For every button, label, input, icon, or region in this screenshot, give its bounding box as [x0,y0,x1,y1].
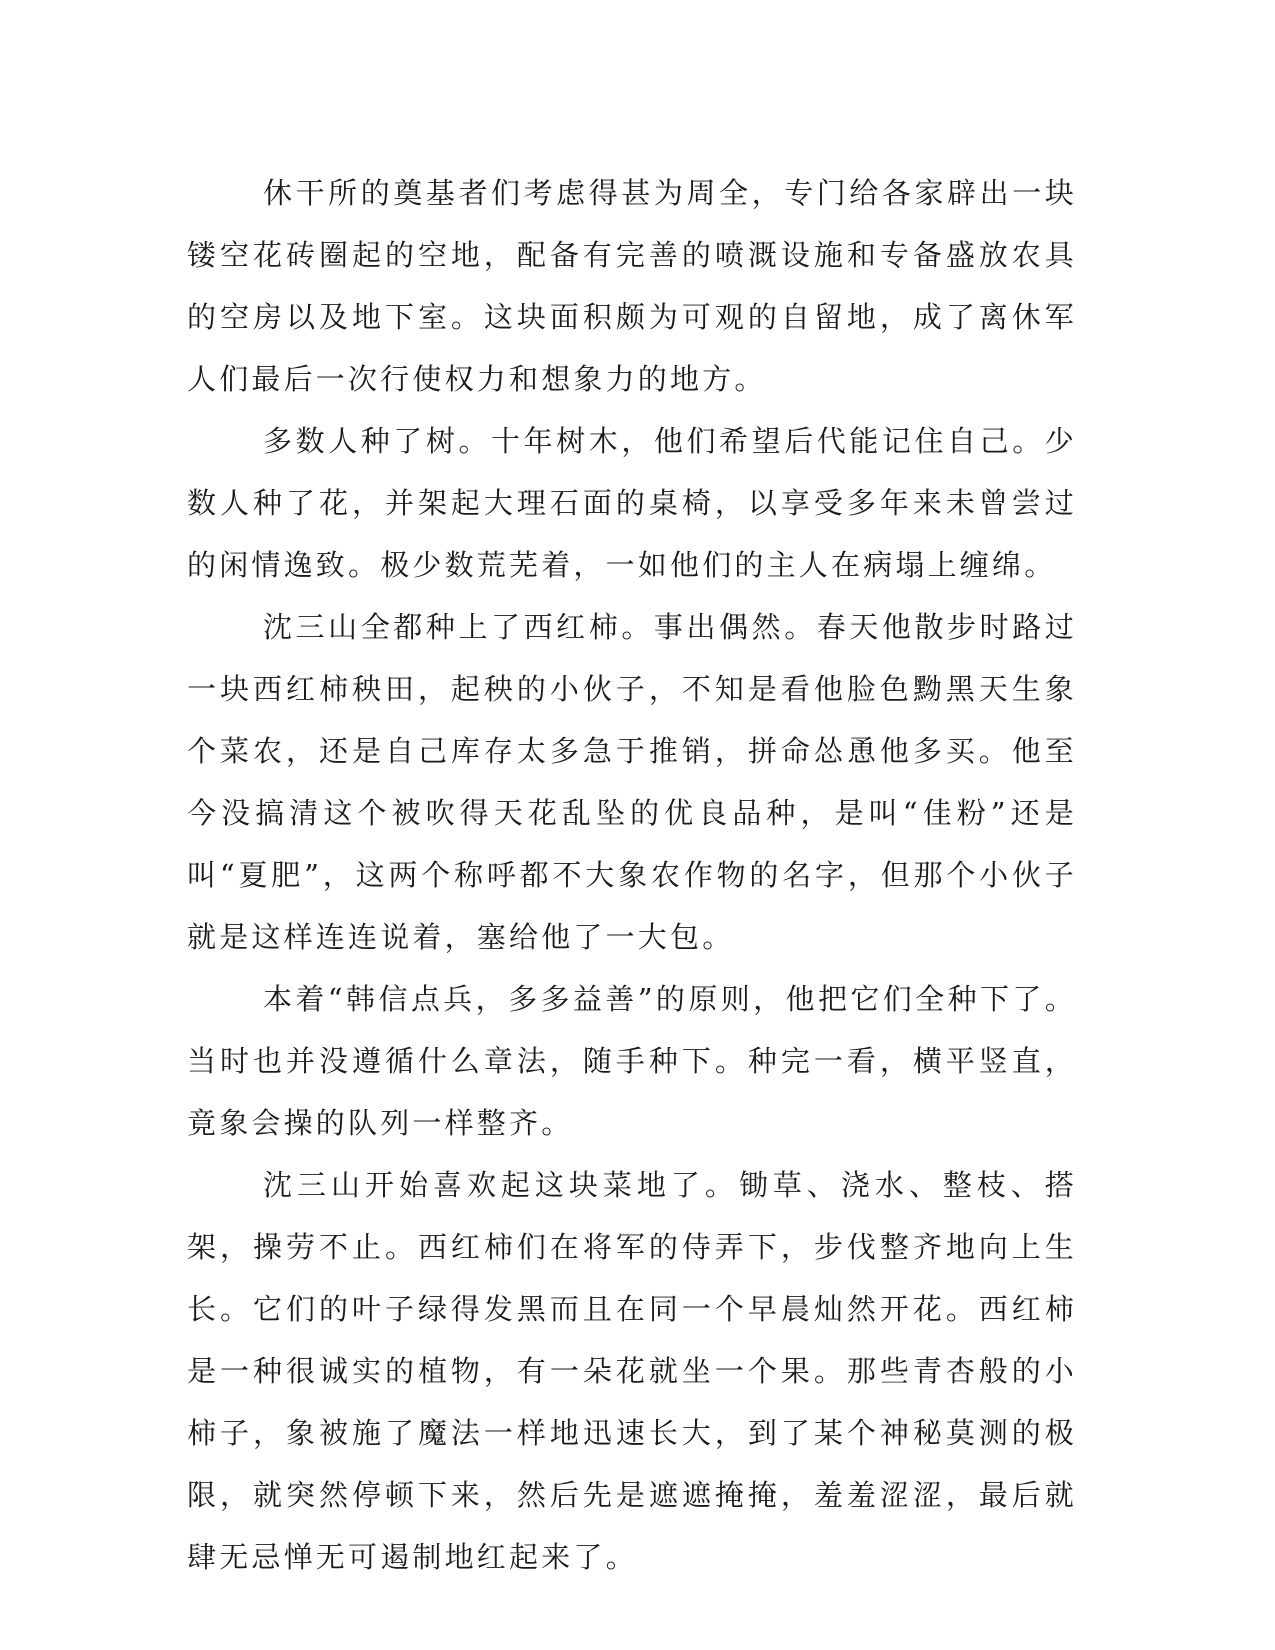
document-page [187,162,1077,1588]
paragraph: 休干所的奠基者们考虑得甚为周全，专门给各家辟出一块镂空花砖圈起的空地，配备有完善的喷溉设施和专备盛放农具的空房以及地下室。这块面积颇为可观的自留地，成了离休军人们最后一次行使权力和想象力的地方。 [187,176,1077,396]
paragraph: 沈三山开始喜欢起这块菜地了。锄草、浇水、整枝、搭架，操劳不止。西红柿们在将军的侍弄下，步伐整齐地向上生长。它们的叶子绿得发黑而且在同一个早晨灿然开花。西红柿是一种很诚实的植物，有一朵花就坐一个果。那些青杏般的小柿子，象被施了魔法一样地迅速长大，到了某个神秘莫测的极限，就突然停顿下来，然后先是遮遮掩掩，羞羞涩涩，最后就肆无忌惮无可遏制地红起来了。 [187,1168,1077,1574]
paragraph: 多数人种了树。十年树木，他们希望后代能记住自己。少数人种了花，并架起大理石面的桌椅，以享受多年来未曾尝过的闲情逸致。极少数荒芜着，一如他们的主人在病塌上缠绵。 [187,424,1077,582]
paragraph: 本着“韩信点兵，多多益善”的原则，他把它们全种下了。当时也并没遵循什么章法，随手种下。种完一看，横平竖直，竟象会操的队列一样整齐。 [187,982,1077,1140]
paragraph: 沈三山全都种上了西红柿。事出偶然。春天他散步时路过一块西红柿秧田，起秧的小伙子，不知是看他脸色黝黑天生象个菜农，还是自己库存太多急于推销，拼命怂恿他多买。他至今没搞清这个被吹得天花乱坠的优良品种，是叫“佳粉”还是叫“夏肥”，这两个称呼都不大象农作物的名字，但那个小伙子就是这样连连说着，塞给他了一大包。 [187,610,1077,954]
